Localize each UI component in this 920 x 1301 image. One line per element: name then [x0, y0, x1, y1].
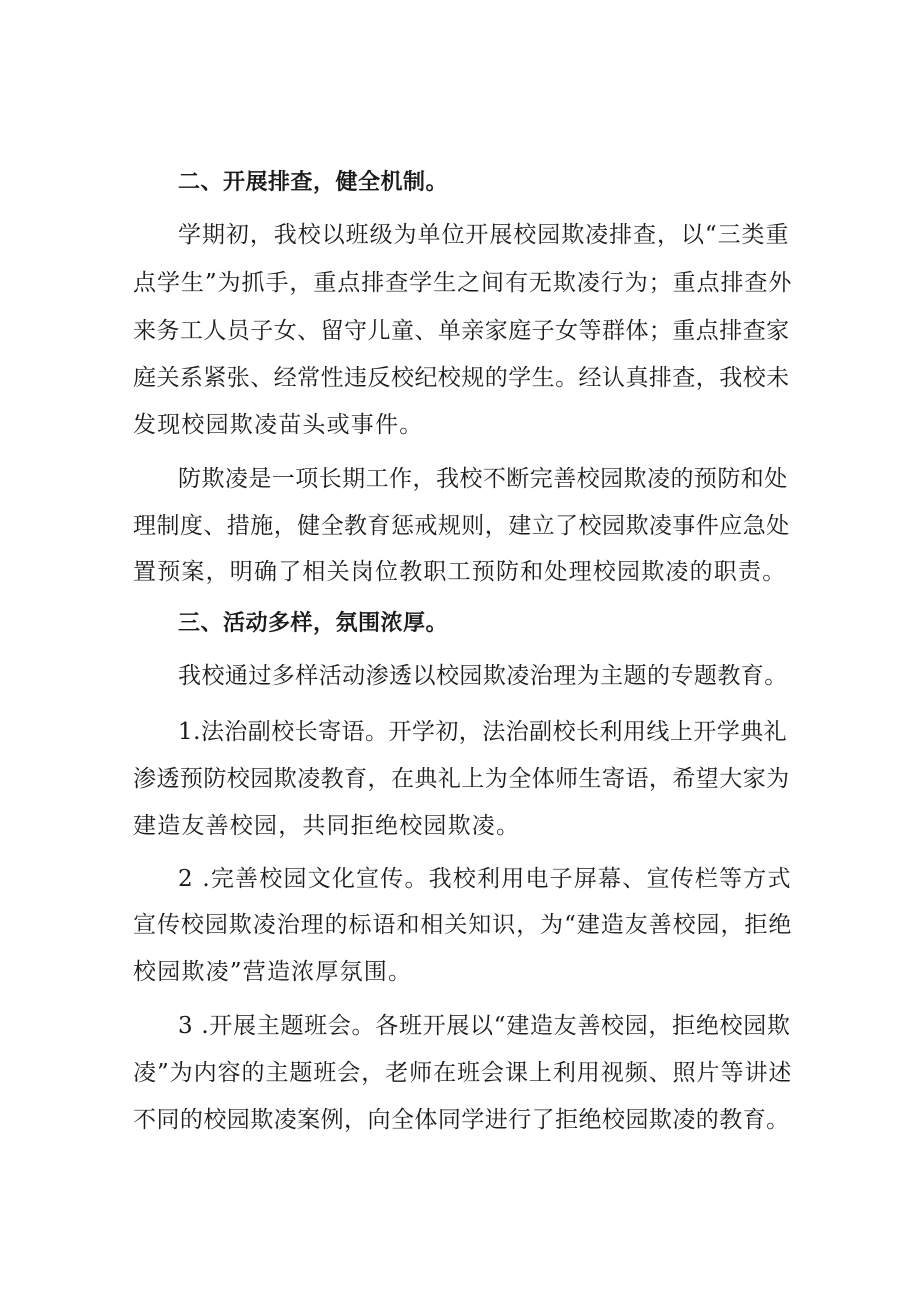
paragraph-line: 防欺凌是一项长期工作，我校不断完善校园欺凌的预防和处	[178, 466, 788, 492]
paragraph-line: 庭关系紧张、经常性违反校纪校规的学生。经认真排查，我校未	[133, 365, 790, 391]
paragraph-line: 置预案，明确了相关岗位教职工预防和处理校园欺凌的职责。	[133, 559, 787, 585]
paragraph-line: 学期初，我校以班级为单位开展校园欺凌排查，以“三类重	[178, 222, 790, 248]
paragraph-line: 发现校园欺凌苗头或事件。	[133, 412, 424, 438]
list-item-line: 凌”为内容的主题班会，老师在班会课上利用视频、照片等讲述	[133, 1060, 793, 1086]
list-item-line: 建造友善校园，共同拒绝校园欺凌。	[133, 813, 521, 839]
list-item-line: 宣传校园欺凌治理的标语和相关知识，为“建造友善校园，拒绝	[133, 912, 793, 938]
list-item-line: 2 .完善校园文化宣传。我校利用电子屏幕、宣传栏等方式	[178, 866, 792, 892]
paragraph-line: 理制度、措施，健全教育惩戒规则，建立了校园欺凌事件应急处	[133, 513, 790, 539]
list-item-line: 1.法治副校长寄语。开学初，法治副校长利用线上开学典礼	[178, 719, 788, 745]
paragraph-line: 点学生”为抓手，重点排查学生之间有无欺凌行为；重点排查外	[133, 270, 793, 296]
list-item-line: 渗透预防校园欺凌教育，在典礼上为全体师生寄语，希望大家为	[133, 766, 790, 792]
section-heading-3: 三、活动多样，氛围浓厚。	[178, 611, 449, 636]
list-item-line: 3 .开展主题班会。各班开展以“建造友善校园，拒绝校园欺	[178, 1013, 791, 1039]
list-item-line: 不同的校园欺凌案例，向全体同学进行了拒绝校园欺凌的教育。	[133, 1107, 790, 1133]
paragraph-line: 来务工人员子女、留守儿童、单亲家庭子女等群体；重点排查家	[133, 318, 790, 344]
section-heading-2: 二、开展排查，健全机制。	[178, 170, 449, 195]
list-item-line: 校园欺凌”营造浓厚氛围。	[133, 959, 413, 985]
paragraph-line: 我校通过多样活动渗透以校园欺凌治理为主题的专题教育。	[178, 663, 788, 689]
